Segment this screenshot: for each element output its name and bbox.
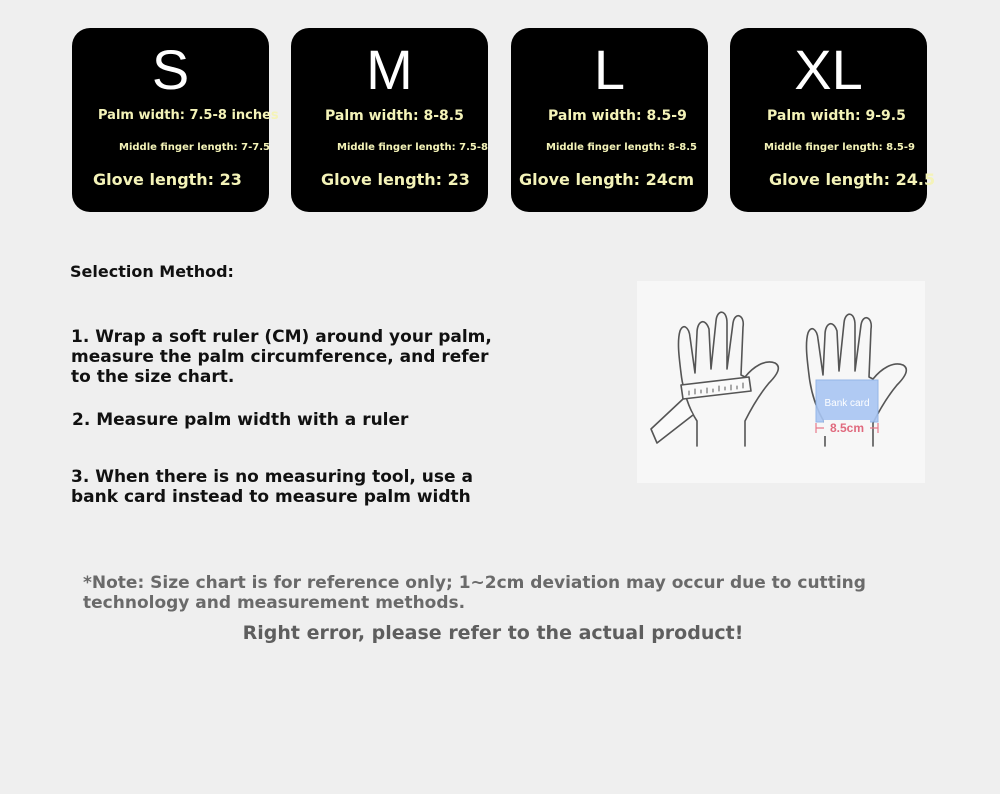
measure-label: 8.5cm: [829, 421, 865, 435]
size-label: XL: [794, 38, 863, 101]
ruler-tail: [651, 399, 693, 443]
size-label: L: [593, 38, 626, 101]
middle-finger-length: Middle finger length: 7-7.5: [119, 142, 270, 153]
middle-finger-length: Middle finger length: 7.5-8: [337, 142, 488, 153]
size-label: S: [151, 38, 190, 101]
size-card-s: [72, 28, 279, 212]
step-3: 3. When there is no measuring tool, use a bank card instead to measure palm width: [71, 467, 473, 507]
size-label: M: [366, 38, 413, 101]
step-2: 2. Measure palm width with a ruler: [72, 410, 409, 430]
palm-width: Palm width: 9-9.5: [767, 108, 906, 124]
palm-width: Palm width: 7.5-8 inches: [98, 108, 279, 123]
size-card-m: [291, 28, 488, 212]
hand-measure-svg: [637, 281, 925, 483]
glove-length: Glove length: 23: [93, 170, 242, 189]
middle-finger-length: Middle finger length: 8.5-9: [764, 142, 915, 153]
error-note: Right error, please refer to the actual product!: [242, 622, 744, 644]
selection-method-heading: Selection Method:: [70, 262, 234, 281]
size-note: *Note: Size chart is for reference only; 1~2cm deviation may occur due to cutting technology and measurement methods.: [83, 573, 866, 613]
palm-width: Palm width: 8.5-9: [548, 108, 687, 124]
glove-length: Glove length: 24cm: [519, 170, 695, 189]
glove-length: Glove length: 24.5: [769, 170, 936, 189]
size-card-l: [511, 28, 708, 212]
bank-card-label: Bank card: [824, 398, 870, 409]
glove-length: Glove length: 23: [321, 170, 470, 189]
middle-finger-length: Middle finger length: 8-8.5: [546, 142, 697, 153]
step-1: 1. Wrap a soft ruler (CM) around your palm, measure the palm circumference, and refer to the size chart.: [71, 327, 492, 387]
ruler-band: [681, 377, 751, 399]
palm-width: Palm width: 8-8.5: [325, 108, 464, 124]
size-card-xl: [730, 28, 936, 212]
hand-measure-illustration: [637, 281, 925, 483]
